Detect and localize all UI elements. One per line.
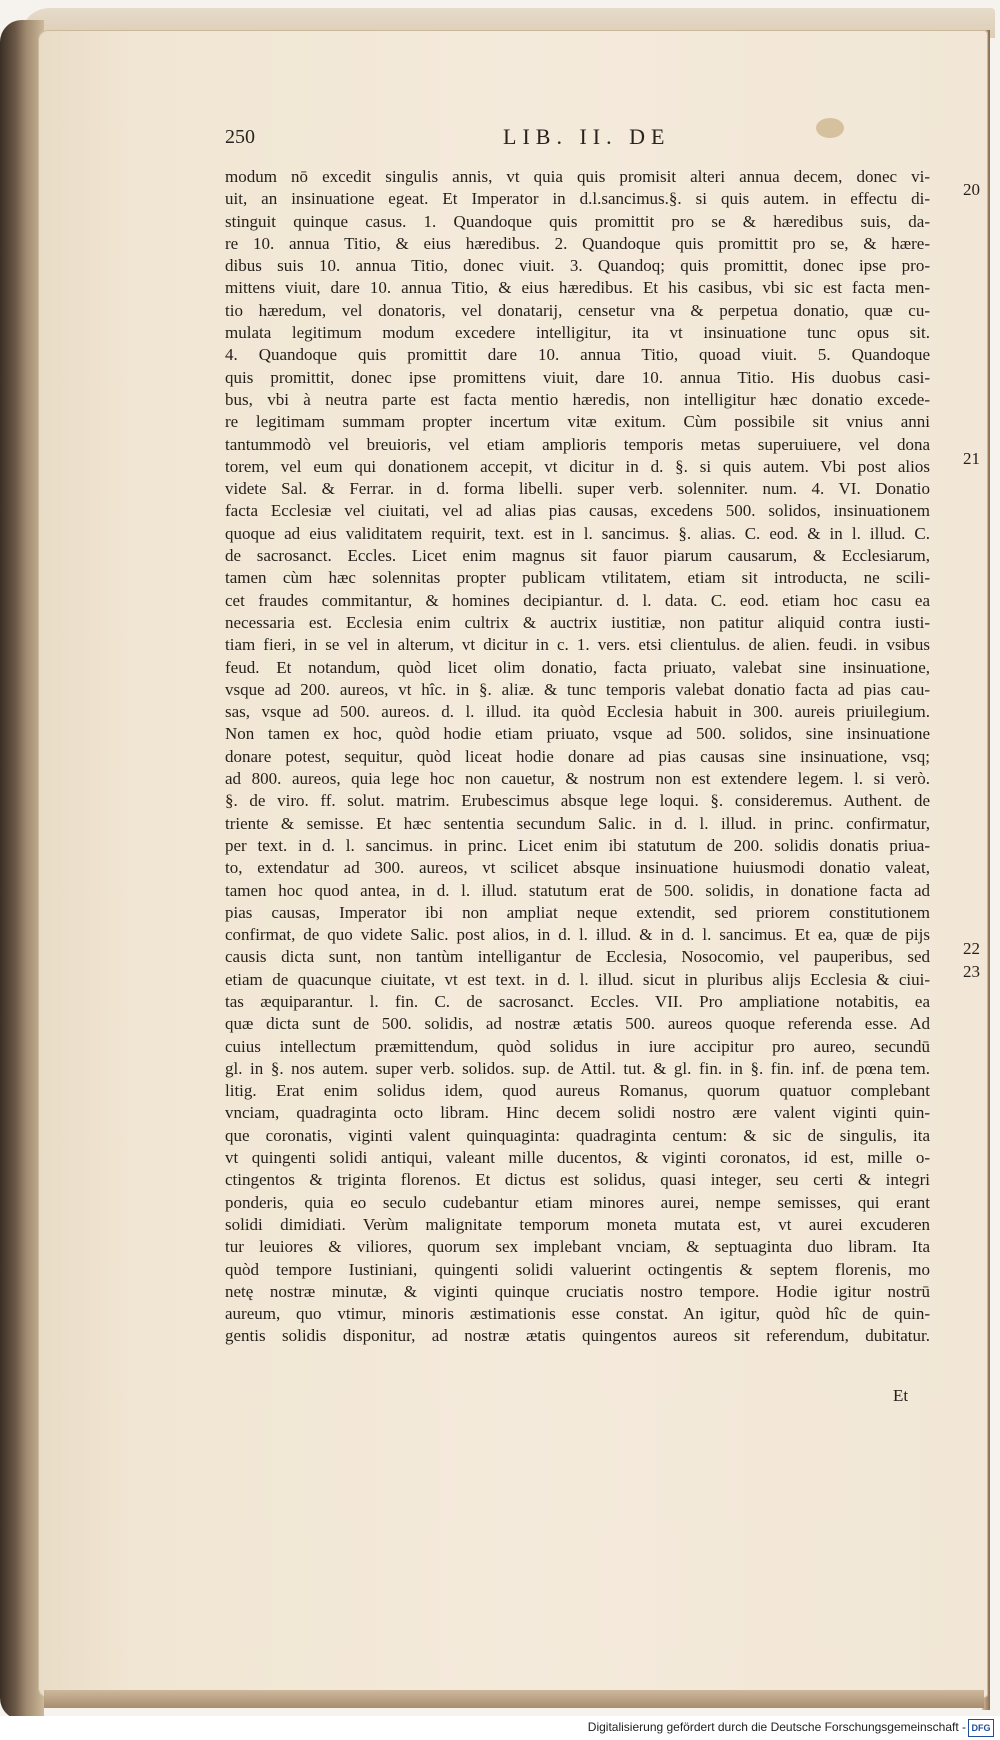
text-line: vnciam, quadraginta octo libram. Hinc decem solidi nostro ære valent viginti quin- (225, 1103, 930, 1123)
margin-notes (940, 166, 980, 1466)
text-line: re 10. annua Titio, & eius hæredibus. 2. Quandoque quis promittit pro se, & hære- (225, 233, 930, 253)
digitization-footer (0, 1716, 1000, 1740)
page-header (225, 122, 930, 162)
text-line: re legitimam summam propter incertum vitæ exitum. Cùm possibile sit vnius anni (225, 412, 930, 432)
margin-note: 20 (963, 180, 980, 199)
text-line: videte Sal. & Ferrar. in d. forma libelli. super verb. solenniter. num. 4. VI. Donatio (225, 479, 930, 499)
text-line: mulata legitimum modum excedere intelligitur, ita vt insinuatione tunc opus sit. (225, 323, 930, 343)
text-line: triente & semisse. Et hæc sententia secundum Salic. in d. l. illud. in princ. confirmatur, (225, 813, 930, 833)
text-line: sas, vsque ad 500. aureos. d. l. illud. ita quòd Ecclesia habuit in 300. aureis priuilegium. (225, 702, 930, 722)
text-line: ad 800. aureos, quia lege hoc non cauetur, & nostrum non est extendere legem. l. si verò. (225, 769, 930, 789)
text-line: quæ dicta sunt de 500. solidis, ad nostræ ætatis 500. aureos quoque referenda esse. Ad (225, 1014, 930, 1034)
margin-note: 21 (963, 449, 980, 468)
text-line: ctingentos & triginta florenos. Et dictus est solidus, quasi integer, seu certi & integri (225, 1170, 930, 1190)
text-line: aureum, quo vtimur, minoris æstimationis esse constat. An igitur, quòd hîc de quin- (225, 1304, 930, 1324)
text-line: tantummodò vel breuioris, vel etiam amplioris temporis metas superuiuere, vel dona (225, 434, 930, 454)
text-line: to, extendatur ad 300. aureos, vt scilicet absque insinuatione huiusmodi donatio valeat, (225, 858, 930, 878)
text-line: tamen hoc quod antea, in d. l. illud. statutum erat de 500. solidis, in donatione facta ad (225, 880, 930, 900)
margin-note: 22 (963, 939, 980, 958)
text-line: ponderis, quia eo seculo cudebantur etiam minores aurei, nempe semisses, qui erant (225, 1192, 930, 1212)
book-bottom-edge (44, 1690, 984, 1708)
text-line: etiam de quacunque ciuitate, vt est text. in d. l. illud. sicut in pluribus alijs Ecclesia & ciui- (225, 969, 930, 989)
text-line: bus, vbi à neutra parte est facta mentio hæredis, non intelligitur hæc donatio excede- (225, 389, 930, 409)
text-line: de sacrosanct. Eccles. Licet enim magnus sit fauor piarum causarum, & Ecclesiarum, (225, 546, 930, 566)
text-line: gl. in §. nos autem. super verb. solidos. sup. de Attil. tut. & gl. fin. in §. fin. inf. de pœna tem. (225, 1058, 930, 1078)
text-line: stinguit quinque casus. 1. Quandoque quis promittit pro se & hæredibus suis, da- (225, 211, 930, 231)
text-line: necessaria est. Ecclesia enim cultrix & auctrix iustitiæ, non patitur aliquid contra iusti- (225, 612, 930, 632)
margin-note: 23 (963, 962, 980, 981)
footer-credit: Digitalisierung gefördert durch die Deutsche Forschungsgemeinschaft - (587, 1720, 966, 1734)
text-line: cuius intellectum præmittendum, quòd solidus in iure accipitur pro aureo, secundū (225, 1036, 930, 1056)
text-line: donare potest, sequitur, quòd liceat hodie donare ad pias causas sine insinuatione, vsq; (225, 746, 930, 766)
text-line: mittens viuit, dare 10. annua Titio, & eius hæredibus. Et his casibus, vbi sic est facta men- (225, 278, 930, 298)
text-line: torem, vel eum qui donationem accepit, vt dicitur in d. §. si quis autem. Vbi post alios (225, 456, 930, 476)
catchword: Et (893, 1386, 909, 1405)
page-number: 250 (225, 126, 255, 148)
text-line: 4. Quandoque quis promittit dare 10. annua Titio, quoad viuit. 5. Quandoque (225, 345, 930, 365)
text-line: Non tamen ex hoc, quòd hodie etiam priuato, vsque ad 500. solidos, sine insinuatione (225, 724, 930, 744)
text-line: netę nostræ minutæ, & viginti quinque cruciatis nostro tempore. Hodie igitur nostrū (225, 1281, 930, 1301)
text-line: causis dicta sunt, non tantùm intelligantur de Ecclesia, Nosocomio, vel pauperibus, sed (225, 947, 930, 967)
text-line: pias causas, Imperator ibi non ampliat neque extendit, sed priorem constitutionem (225, 902, 930, 922)
text-line: tio hæredum, vel donatoris, vel donatarij, censetur vna & perpetua donatio, quæ cu- (225, 300, 930, 320)
text-line: §. de viro. ff. solut. matrim. Erubescimus absque lege loqui. §. consideremus. Authent. de (225, 791, 930, 811)
text-line: feud. Et notandum, quòd licet olim donatio, facta priuato, valebat sine insinuatione, (225, 657, 930, 677)
text-line: quis promittit, donec ipse promittens viuit, dare 10. annua Titio. His duobus casi- (225, 367, 930, 387)
text-line: tiam fieri, in se vel in alterum, vt dicitur in c. 1. vers. etsi clientulus. de alien. feudi. in vsibus (225, 635, 930, 655)
text-line: modum nō excedit singulis annis, vt quia quis promisit alteri annua decem, donec vi- (225, 167, 930, 186)
text-line: solidi dimidiati. Verùm malignitate temporum moneta mutata est, vt aurei excuderen (225, 1214, 930, 1234)
text-line: dibus suis 10. annua Titio, donec viuit. 3. Quandoq; quis promittit, donec ipse pro- (225, 256, 930, 276)
text-block (225, 166, 930, 1348)
text-line: confirmat, de quo videte Salic. post alios, in d. l. illud. & in d. l. sancimus. Et ea, quæ de pijs (225, 925, 930, 945)
text-line: gentis solidis disponitur, ad nostræ ætatis quingentos aureos sit referendum, dubitatur. (225, 1326, 930, 1346)
text-line: litig. Erat enim solidus idem, quod aureus Romanus, quorum quatuor complebant (225, 1081, 930, 1101)
text-line: per text. in d. l. sancimus. in princ. Licet enim ibi statutum de 200. solidis donatis priua- (225, 835, 930, 855)
text-line: vsque ad 200. aureos, vt hîc. in §. aliæ. & tunc temporis valebat donatio facta ad pias cau- (225, 679, 930, 699)
text-line: quòd tempore Iustiniani, quingenti solidi valuerint octingentis & septem florenis, mo (225, 1259, 930, 1279)
text-line: que coronatis, viginti valent quinquaginta: quadraginta centum: & sic de singulis, ita (225, 1125, 930, 1145)
text-line: vt quingenti solidi antiqui, valeant mille ducentos, & viginti coronatos, id est, mille o- (225, 1148, 930, 1168)
text-line: quoque ad eius validitatem requirit, text. est in l. sancimus. §. alias. C. eod. & in l. illud. C. (225, 523, 930, 543)
running-head: LIB. II. DE (503, 124, 671, 149)
text-line: uit, an insinuatione egeat. Et Imperator in d.l.sancimus.§. si quis autem. in effectu di- (225, 189, 930, 209)
text-line: tamen cùm hæc solennitas propter publicam vtilitatem, etiam sit introducta, ne scili- (225, 568, 930, 588)
text-line: tur leuiores & viliores, quorum sex implebant vnciam, & septuaginta duo libram. Ita (225, 1237, 930, 1257)
dfg-logo-icon: DFG (968, 1719, 994, 1737)
text-line: cet fraudes commitantur, & homines decipiantur. d. l. data. C. eod. etiam hoc casu ea (225, 590, 930, 610)
text-line: tas æquiparantur. l. fin. C. de sacrosanct. Eccles. VII. Pro ampliatione notabitis, ea (225, 991, 930, 1011)
text-line: facta Ecclesiæ vel ciuitati, vel ad alias pias causas, excedens 500. solidos, insinuationem (225, 501, 930, 521)
